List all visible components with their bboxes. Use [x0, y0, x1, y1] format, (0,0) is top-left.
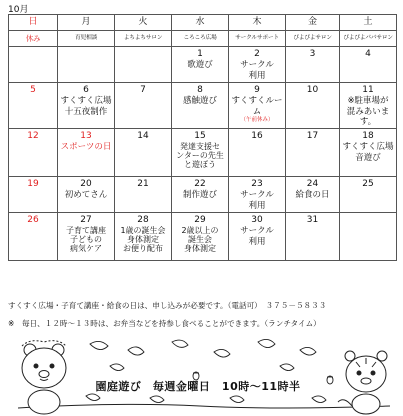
day-event: すくすく広場 [60, 96, 112, 106]
calendar-day-cell [9, 83, 58, 129]
calendar-day-cell [115, 47, 172, 83]
calendar-day-cell [229, 128, 286, 176]
weekly-activity-label: ぴよぴよサロン [286, 31, 340, 47]
calendar-day-cell [115, 212, 172, 260]
weekday-header: 水 [172, 15, 229, 31]
day-number: 19 [27, 178, 39, 189]
calendar-day-cell [58, 83, 115, 129]
calendar-day-cell [229, 212, 286, 260]
day-number: 31 [306, 214, 319, 225]
day-number: 4 [365, 49, 371, 59]
day-event: サークル [240, 60, 274, 70]
weekly-activity-label: ぴよぴよパパサロン [340, 31, 397, 47]
weekly-activity-label: 育児相談 [58, 31, 115, 47]
calendar-day-cell [172, 47, 229, 83]
day-event: サークル [240, 189, 274, 200]
calendar-day-cell [286, 176, 340, 212]
day-number: 13 [80, 130, 92, 141]
calendar-day-cell [229, 176, 286, 212]
day-event: 子育て講座 [66, 225, 106, 235]
weekday-header: 月 [58, 15, 115, 31]
banner-illustration [0, 336, 403, 416]
calendar-day-cell [229, 83, 286, 129]
day-event: 病気ケア [70, 244, 102, 254]
calendar-day-cell [9, 176, 58, 212]
day-number: 28 [137, 214, 149, 225]
day-event: 1歳の誕生会 [120, 225, 166, 235]
day-event: 2歳以上の [181, 225, 219, 235]
day-event: 感触遊び [182, 96, 217, 106]
calendar-day-cell [115, 128, 172, 176]
calendar-day-cell [9, 47, 58, 83]
bear-character-icon [22, 341, 66, 414]
day-number: 24 [306, 178, 319, 189]
day-number: 2 [254, 49, 260, 59]
day-number: 16 [251, 130, 263, 141]
calendar-day-cell [115, 176, 172, 212]
day-number: 17 [306, 130, 319, 141]
day-number: 11 [362, 85, 374, 95]
calendar-day-cell [115, 83, 172, 129]
weekly-activity-label: サークルサポート [229, 31, 286, 47]
calendar-day-cell [9, 212, 58, 260]
day-event: 給食の日 [295, 189, 330, 200]
day-number: 14 [137, 130, 149, 141]
day-number: 7 [140, 85, 146, 95]
day-event: すくすく広場 [342, 141, 394, 152]
day-number: 10 [306, 85, 319, 95]
calendar-day-cell [286, 83, 340, 129]
day-event: 身体測定 [127, 235, 159, 245]
weekday-header: 金 [286, 15, 340, 31]
day-event: 利用 [248, 200, 266, 211]
calendar-day-cell [340, 83, 397, 129]
ground-line [18, 404, 390, 408]
day-event: 利用 [248, 236, 266, 247]
day-number: 18 [362, 130, 374, 141]
day-event: 身体測定 [184, 244, 216, 254]
day-number: 3 [309, 49, 316, 59]
weekday-header: 土 [340, 15, 397, 31]
day-number: 21 [137, 178, 149, 189]
footer-note-reservation: すくすく広場・子育て講座・給食の日は、申し込みが必要です。（電話可） ３７５－５８３３ [8, 301, 327, 310]
calendar-day-cell [172, 176, 229, 212]
day-event: 音遊び [355, 152, 381, 163]
day-event: 子どもの [70, 235, 102, 245]
calendar-day-cell [58, 176, 115, 212]
calendar-day-cell [58, 212, 115, 260]
banner-schedule-text: 園庭遊び 毎週金曜日 10時～11時半 [95, 380, 301, 393]
day-number: 20 [80, 178, 92, 189]
day-event: 歌遊び [187, 60, 213, 70]
calendar-table [8, 14, 397, 261]
tiger-character-icon [338, 351, 387, 414]
day-number: 29 [194, 214, 206, 225]
day-event: 制作遊び [182, 189, 217, 200]
day-number: 6 [83, 85, 89, 95]
calendar-day-cell [172, 83, 229, 129]
day-event: お便り配布 [123, 244, 163, 254]
calendar-day-cell [340, 47, 397, 83]
weekly-activity-label: よちよちサロン [115, 31, 172, 47]
day-event: 発達支援セ [180, 141, 220, 151]
day-event: 混みあいます。 [346, 106, 390, 128]
calendar-day-cell [172, 212, 229, 260]
weekday-header: 日 [9, 15, 58, 31]
day-number: 12 [27, 130, 39, 141]
day-number: 15 [194, 130, 206, 141]
day-event: すくすくルーム [231, 96, 283, 117]
calendar-day-cell [172, 128, 229, 176]
day-number: 9 [254, 85, 260, 95]
day-event: ※駐車場が [347, 96, 389, 106]
calendar-day-cell [286, 128, 340, 176]
day-event: ンターの先生 [176, 151, 224, 161]
calendar-day-cell [340, 212, 397, 260]
day-number: 30 [251, 214, 263, 225]
day-event: 十五夜制作 [64, 106, 108, 117]
weekday-header: 木 [229, 15, 286, 31]
calendar-day-cell [58, 47, 115, 83]
day-number: 27 [80, 214, 92, 225]
calendar-day-cell [286, 212, 340, 260]
day-small-note: （午前休み） [240, 117, 274, 124]
footer-note-lunchtime: ※ 毎日、１２時～１３時は、お弁当などを持参し食べることができます。（ランチタイム） [8, 319, 321, 328]
day-number: 22 [194, 178, 206, 189]
day-event: スポーツの日 [60, 141, 112, 152]
day-number: 1 [197, 49, 203, 59]
month-label: 10月 [8, 5, 29, 15]
day-event: 利用 [248, 70, 266, 81]
day-event: 誕生会 [188, 235, 212, 245]
day-event: サークル [240, 225, 274, 236]
calendar-day-cell [58, 128, 115, 176]
weekly-activity-label: ころころ広場 [172, 31, 229, 47]
day-number: 25 [362, 178, 374, 189]
weekly-activity-label: 休み [9, 31, 58, 47]
calendar-day-cell [340, 176, 397, 212]
calendar-day-cell [340, 128, 397, 176]
calendar-day-cell [286, 47, 340, 83]
day-number: 8 [197, 85, 203, 95]
day-event: 初めてさん [64, 189, 108, 200]
day-event: と遊ぼう [184, 160, 216, 170]
day-number: 26 [27, 214, 39, 225]
calendar-day-cell [9, 128, 58, 176]
day-number: 5 [30, 85, 36, 95]
day-number: 23 [251, 178, 263, 189]
calendar-day-cell [229, 47, 286, 83]
weekday-header: 火 [115, 15, 172, 31]
